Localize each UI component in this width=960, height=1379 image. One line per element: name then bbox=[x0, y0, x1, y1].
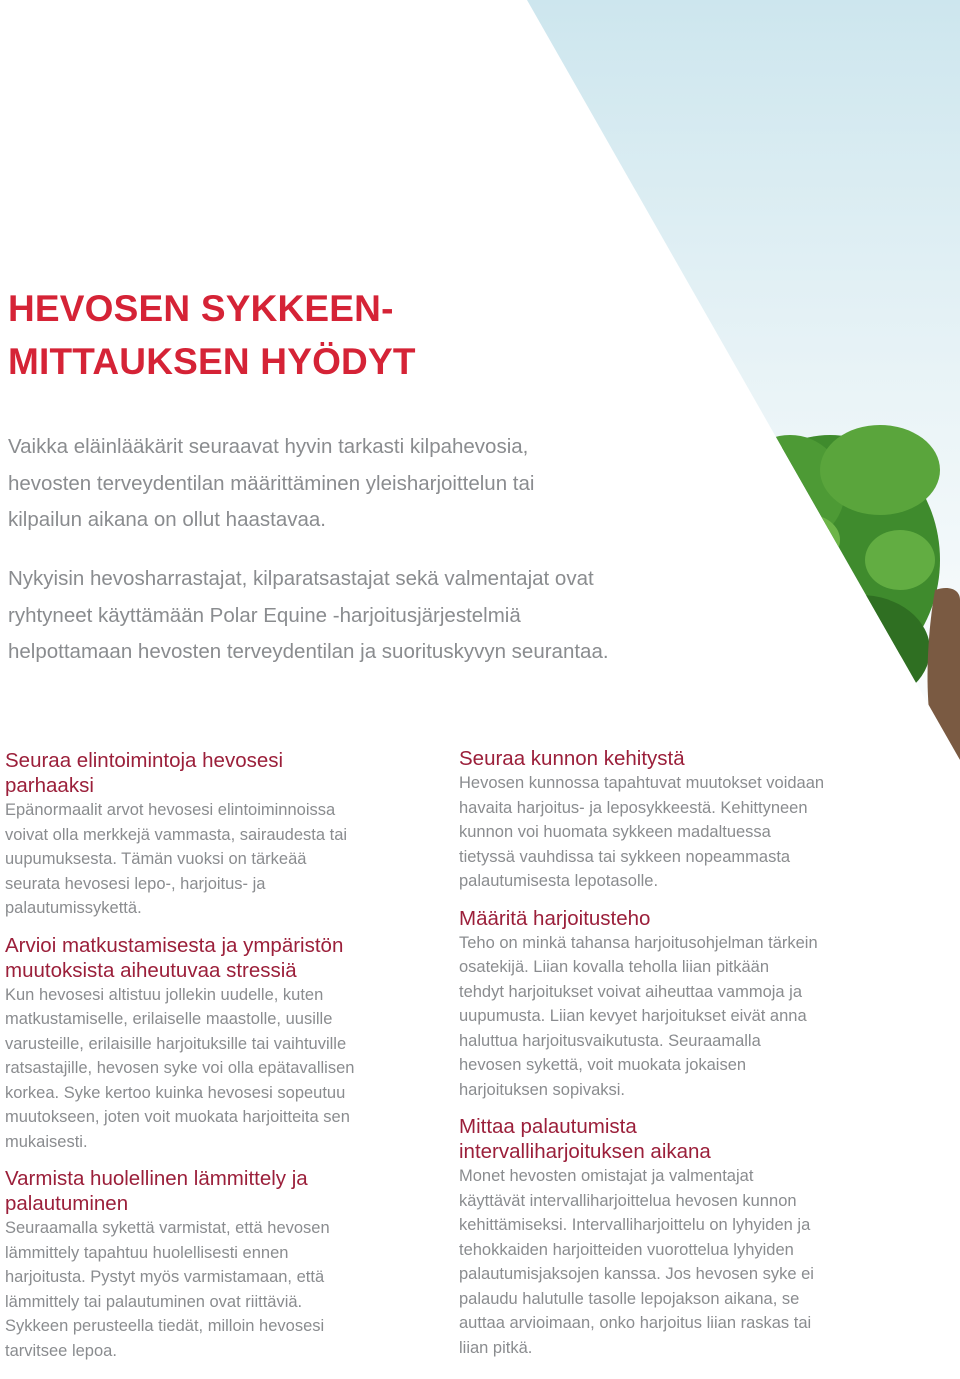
heading-line: Varmista huolellinen lämmittely ja bbox=[5, 1167, 308, 1190]
body-line: Teho on minkä tahansa harjoitusohjelman tärkein bbox=[459, 933, 818, 952]
body-line: mukaisesti. bbox=[5, 1132, 88, 1151]
body-line: lämmittely tapahtuu huolellisesti ennen bbox=[5, 1243, 289, 1262]
body-line: palautumissykettä. bbox=[5, 899, 142, 917]
section-heading bbox=[5, 748, 425, 798]
body-line: liian pitkä. bbox=[459, 1338, 533, 1357]
body-line: havaita harjoitus- ja leposykkeestä. Kehittyneen bbox=[459, 798, 808, 817]
body-line: muutokseen, joten voit muokata harjoitteita sen bbox=[5, 1108, 350, 1126]
body-line: voivat olla merkkejä vammasta, sairaudesta tai bbox=[5, 825, 348, 844]
section-warmup bbox=[5, 1166, 425, 1363]
intro-paragraph-1 bbox=[8, 429, 708, 539]
body-line: kehittämiseksi. Intervalliharjoittelu on lyhyiden ja bbox=[459, 1216, 811, 1234]
body-line: tietyssä vauhdissa tai sykkeen nopeammasta bbox=[459, 847, 791, 866]
body-line: hevosen sykettä, voit muokata jokaisen bbox=[459, 1056, 747, 1074]
body-line: Hevosen kunnossa tapahtuvat muutokset voidaan bbox=[459, 774, 825, 792]
intro-line: helpottamaan hevosten terveydentilan ja suorituskyvyn seurantaa. bbox=[8, 640, 609, 663]
section-heading bbox=[459, 746, 879, 771]
heading-line: Mittaa palautumista bbox=[459, 1115, 637, 1138]
section-heading bbox=[5, 1166, 425, 1216]
body-line: uupumusta. Liian kevyet harjoitukset eivät anna bbox=[459, 1007, 807, 1025]
body-line: Kun hevosesi altistuu jollekin uudelle, kuten bbox=[5, 985, 324, 1004]
body-line: varusteille, erilaisille harjoituksille tai vaihtuville bbox=[5, 1034, 347, 1053]
body-line: korkea. Syke kertoo kuinka hevosesi sopeutuu bbox=[5, 1083, 346, 1102]
body-line: palautumisesta lepotasolle. bbox=[459, 872, 659, 890]
body-line: Monet hevosten omistajat ja valmentajat bbox=[459, 1167, 754, 1185]
intro-line: Vaikka eläinlääkärit seuraavat hyvin tarkasti kilpahevosia, bbox=[8, 435, 529, 458]
section-body bbox=[459, 931, 879, 1103]
heading-line: Arvioi matkustamisesta ja ympäristön bbox=[5, 933, 344, 957]
body-line: lämmittely tai palautuminen ovat riittäviä. bbox=[5, 1292, 303, 1311]
body-line: seurata hevosesi lepo-, harjoitus- ja bbox=[5, 874, 266, 893]
section-body bbox=[459, 1164, 879, 1360]
section-travel-stress bbox=[5, 933, 425, 1155]
section-heading bbox=[5, 933, 425, 983]
body-line: palautumisjaksojen kanssa. Jos hevosen syke ei bbox=[459, 1265, 814, 1283]
section-body bbox=[5, 798, 425, 921]
right-column bbox=[459, 746, 879, 1372]
heading-line: intervalliharjoituksen aikana bbox=[459, 1140, 711, 1163]
body-line: tarvitsee lepoa. bbox=[5, 1341, 117, 1360]
section-body bbox=[459, 771, 879, 894]
tree-foliage bbox=[710, 425, 940, 705]
heading-line: palautuminen bbox=[5, 1192, 129, 1215]
section-training-intensity bbox=[459, 906, 879, 1103]
body-line: Epänormaalit arvot hevosesi elintoiminnoissa bbox=[5, 801, 336, 819]
section-body bbox=[5, 983, 425, 1155]
intro-line: Nykyisin hevosharrastajat, kilparatsastajat sekä valmentajat ovat bbox=[8, 567, 594, 590]
section-heading bbox=[459, 1114, 879, 1164]
body-line: matkustamiselle, erilaiselle maastolle, uusille bbox=[5, 1010, 333, 1028]
heading-line: Seuraa kunnon kehitystä bbox=[459, 747, 685, 770]
body-line: haluttua harjoitusvaikutusta. Seuraamalla bbox=[459, 1031, 761, 1050]
title-line-1: HEVOSEN SYKKEEN- bbox=[8, 288, 394, 329]
heading-line: Määritä harjoitusteho bbox=[459, 906, 651, 930]
intro-paragraph-2 bbox=[8, 561, 708, 671]
body-line: auttaa arvioimaan, onko harjoitus liian raskas tai bbox=[459, 1314, 812, 1332]
heading-line: parhaaksi bbox=[5, 774, 94, 797]
heading-line: muutoksista aiheutuvaa stressiä bbox=[5, 958, 297, 982]
intro-line: hevosten terveydentilan määrittäminen yleisharjoittelun tai bbox=[8, 471, 535, 495]
body-line: palaudu halutulle tasolle lepojakson aikana, se bbox=[459, 1289, 800, 1308]
section-fitness-progress bbox=[459, 746, 879, 894]
body-line: ratsastajille, hevosen syke voi olla epätavallisen bbox=[5, 1059, 355, 1077]
section-vital-signs bbox=[5, 748, 425, 921]
page-title bbox=[8, 282, 416, 388]
body-line: harjoitusta. Pystyt myös varmistamaan, että bbox=[5, 1268, 325, 1286]
body-line: tehokkaiden harjoitteiden vuorottelua lyhyiden bbox=[459, 1240, 794, 1259]
body-line: tehdyt harjoitukset voivat aiheuttaa vammoja ja bbox=[459, 982, 803, 1001]
intro-line: ryhtyneet käyttämään Polar Equine -harjoitusjärjestelmiä bbox=[8, 603, 521, 627]
section-interval-recovery bbox=[459, 1114, 879, 1360]
horse-silhouette bbox=[928, 588, 960, 760]
title-line-2: MITTAUKSEN HYÖDYT bbox=[8, 341, 416, 382]
intro-line: kilpailun aikana on ollut haastavaa. bbox=[8, 508, 326, 531]
body-line: osatekijä. Liian kovalla teholla liian pitkään bbox=[459, 958, 770, 976]
section-heading bbox=[459, 906, 879, 931]
body-line: kunnon voi huomata sykkeen madaltuessa bbox=[459, 823, 771, 841]
left-column bbox=[5, 748, 425, 1375]
body-line: Sykkeen perusteella tiedät, milloin hevosesi bbox=[5, 1317, 325, 1335]
heading-line: Seuraa elintoimintoja hevosesi bbox=[5, 749, 284, 772]
photo-image bbox=[500, 0, 960, 800]
section-body bbox=[5, 1216, 425, 1363]
body-line: Seuraamalla sykettä varmistat, että hevosen bbox=[5, 1219, 330, 1237]
body-line: harjoituksen sopivaksi. bbox=[459, 1080, 625, 1099]
body-line: uupumuksesta. Tämän vuoksi on tärkeää bbox=[5, 850, 307, 868]
body-line: käyttävät intervalliharjoittelua hevosen kunnon bbox=[459, 1191, 797, 1210]
